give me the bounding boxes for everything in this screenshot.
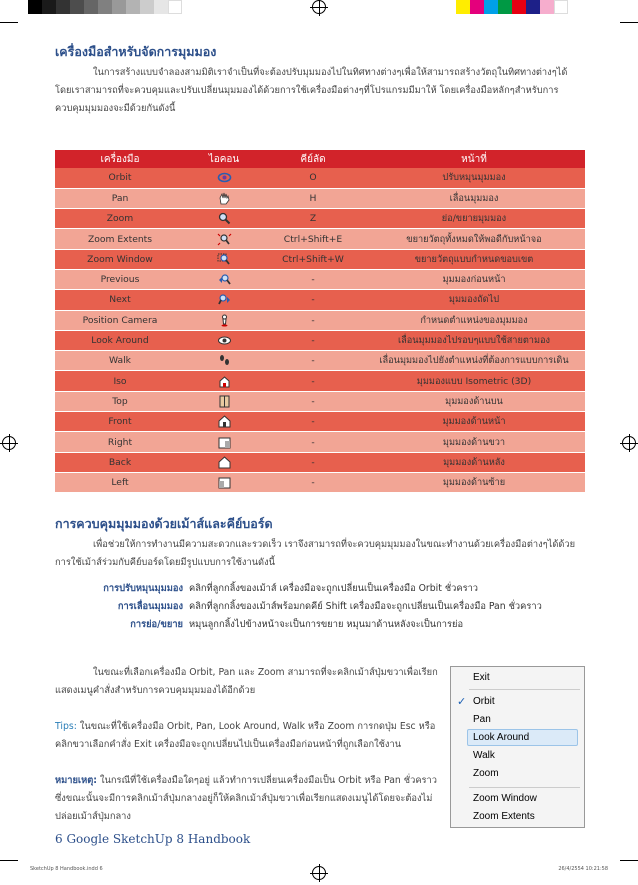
shortcut-label: การย่อ/ขยาย [130,619,183,630]
shortcut-desc: คลิกที่ลูกกลิ้งของเม้าส์พร้อมกดคีย์ Shift เครื่องมือจะถูกเปลี่ยนเป็นเครื่องมือ Pan ชั่วคราว [189,601,542,612]
zoom-icon [217,213,232,224]
color-bar [28,0,182,14]
table-row [55,269,585,289]
icon-cell [185,188,263,208]
function-cell: ขยายวัตถุแบบกำหนดขอบเขต [363,249,585,269]
icon-cell [185,209,263,229]
function-cell: มุมมองด้านหน้า [363,412,585,432]
menu-item-zoom-window[interactable]: Zoom Window [473,793,537,804]
tool-cell: Zoom [55,209,185,229]
eye-icon [217,335,232,346]
tips-paragraph [55,718,440,754]
function-cell: มุมมองด้านขวา [363,432,585,452]
icon-cell [185,269,263,289]
shortcut-cell: - [263,371,363,391]
shortcut-cell: - [263,472,363,492]
tips-text: ในขณะที่ใช้เครื่องมือ Orbit, Pan, Look Around, Walk หรือ Zoom การกดปุ่ม Esc หรือคลิกขวาเลือกคำสั่ง Exit เครื่องมือจะถูกเปลี่ยนไปเป็นเครื่องมือก่อนหน้าที่ถูกเลือกใช้งาน [55,721,436,750]
context-menu-paragraph: ในขณะที่เลือกเครื่องมือ Orbit, Pan และ Zoom สามารถที่จะคลิกเม้าส์ปุ่มขวาเพื่อเรียกแสดงเมนูคำสั่งสำหรับการควบคุมมุมมองได้อีกด้วย [55,667,438,696]
table-row [55,391,585,411]
previous-icon [217,274,232,285]
tool-cell: Position Camera [55,310,185,330]
function-cell: เลื่อนมุมมอง [363,188,585,208]
tool-cell: Zoom Extents [55,229,185,249]
shortcut-desc: หมุนลูกกลิ้งไปข้างหน้าจะเป็นการขยาย หมุนมาด้านหลังจะเป็นการย่อ [189,619,464,630]
crop-mark [620,860,638,861]
tool-cell: Walk [55,351,185,371]
position-camera-icon [217,315,232,326]
icon-cell [185,330,263,350]
tool-cell: Look Around [55,330,185,350]
left-view-icon [217,477,232,488]
shortcut-item [55,580,542,598]
iso-house-icon [217,376,232,387]
shortcut-cell: - [263,412,363,432]
function-cell: ปรับหมุนมุมมอง [363,168,585,188]
footprints-icon [217,355,232,366]
tools-table [55,150,585,493]
shortcut-cell: - [263,452,363,472]
icon-cell [185,229,263,249]
section-heading-2: การควบคุมมุมมองด้วยเม้าส์และคีย์บอร์ด [55,516,273,531]
tool-cell: Back [55,452,185,472]
menu-item-pan[interactable]: Pan [473,714,491,725]
note-paragraph [55,772,440,826]
menu-item-orbit[interactable]: Orbit [473,696,495,707]
shortcut-item [55,616,542,634]
tool-cell: Top [55,391,185,411]
tool-cell: Iso [55,371,185,391]
icon-cell [185,452,263,472]
shortcut-cell: - [263,330,363,350]
shortcut-label: การเลื่อนมุมมอง [117,601,183,612]
table-row [55,249,585,269]
table-row [55,209,585,229]
note-label: หมายเหตุ: [55,775,97,786]
shortcut-cell: - [263,391,363,411]
tool-cell: Left [55,472,185,492]
context-menu [450,666,585,828]
pan-hand-icon [217,193,232,204]
next-icon [217,294,232,305]
function-cell: มุมมองถัดไป [363,290,585,310]
table-row [55,290,585,310]
registration-mark-icon [312,866,326,880]
crop-mark [0,22,18,23]
shortcut-cell: Ctrl+Shift+E [263,229,363,249]
shortcut-cell: - [263,290,363,310]
function-cell: เลื่อนมุมมองไปยังตำแหน่งที่ต้องการแบบการเดิน [363,351,585,371]
table-row [55,472,585,492]
registration-mark-icon [622,436,636,450]
registration-mark-icon [312,0,326,14]
function-cell: มุมมองด้านบน [363,391,585,411]
tool-cell: Right [55,432,185,452]
slug-right: 26/4/2554 10:21:58 [558,866,608,872]
note-text: ในกรณีที่ใช้เครื่องมือใดๆอยู่ แล้วทำการเปลี่ยนเครื่องมือเป็น Orbit หรือ Pan ชั่วคราว ซึ่งขณะนั้นจะมีการคลิกเม้าส์ปุ่มกลางอยู่ก็ให้คลิกเม้าส์ปุ่มขวาเพื่อเรียกแสดงเมนูได้โดยจะต้องไม่ปล่อยเม้าส์ปุ่มกลาง [55,775,437,822]
icon-cell [185,310,263,330]
table-row [55,330,585,350]
crop-mark [0,860,18,861]
table-row [55,310,585,330]
menu-separator [469,787,580,788]
tips-label: Tips: [55,721,77,732]
shortcut-cell: O [263,168,363,188]
shortcut-label: การปรับหมุนมุมมอง [103,583,183,594]
icon-cell [185,351,263,371]
header-key: คีย์ลัด [263,150,363,168]
shortcut-cell: - [263,432,363,452]
icon-cell [185,432,263,452]
shortcut-item [55,598,542,616]
function-cell: ย่อ/ขยายมุมมอง [363,209,585,229]
table-row [55,351,585,371]
table-row [55,432,585,452]
right-view-icon [217,437,232,448]
function-cell: กำหนดตำแหน่งของมุมมอง [363,310,585,330]
shortcut-desc: คลิกที่ลูกกลิ้งของเม้าส์ เครื่องมือจะถูกเปลี่ยนเป็นเครื่องมือ Orbit ชั่วคราว [189,583,479,594]
table-row [55,229,585,249]
page-footer: 6 Google SketchUp 8 Handbook [55,832,251,846]
icon-cell [185,391,263,411]
icon-cell [185,412,263,432]
icon-cell [185,249,263,269]
table-row [55,188,585,208]
front-view-icon [217,416,232,427]
menu-item-zoom[interactable]: Zoom [473,768,499,779]
icon-cell [185,168,263,188]
shortcut-list [55,580,542,634]
top-view-icon [217,396,232,407]
registration-mark-icon [2,436,16,450]
table-row [55,371,585,391]
function-cell: มุมมองแบบ Isometric (3D) [363,371,585,391]
function-cell: มุมมองด้านซ้าย [363,472,585,492]
shortcut-cell: Ctrl+Shift+W [263,249,363,269]
orbit-icon [217,172,232,183]
table-row [55,452,585,472]
function-cell: มุมมองด้านหลัง [363,452,585,472]
mouse-paragraph: เพื่อช่วยให้การทำงานมีความสะดวกและรวดเร็ว เราจึงสามารถที่จะควบคุมมุมมองในขณะทำงานด้วยเครื่องมือต่างๆได้ด้วยการใช้เม้าส์ร่วมกับคีย์บอร์ดโดยมีรูปแบบการใช้งานดังนี้ [55,539,576,568]
icon-cell [185,371,263,391]
back-view-icon [217,457,232,468]
zoom-extents-icon [217,234,232,245]
tool-cell: Zoom Window [55,249,185,269]
menu-item-zoom-extents[interactable]: Zoom Extents [473,811,535,822]
header-tool: เครื่องมือ [55,150,185,168]
function-cell: มุมมองก่อนหน้า [363,269,585,289]
intro-paragraph: ในการสร้างแบบจำลองสามมิติเราจำเป็นที่จะต้องปรับมุมมองไปในทิศทางต่างๆเพื่อให้สามารถสร้างวัตถุในทิศทางต่างๆได้ โดยเราสามารถที่จะควบคุมและปรับเปลี่ยนมุมมองได้ด้วยการใช้เครื่องมือต่างๆที่โปรแกรมมีมาให้ โดยเครื่องมือหลักๆสำหรับการควบคุมมุมมองจะมีด้วยกันดังนี้ [55,67,568,114]
menu-item-walk[interactable]: Walk [473,750,495,761]
table-row [55,412,585,432]
shortcut-cell: - [263,310,363,330]
tool-cell: Front [55,412,185,432]
table-row [55,168,585,188]
function-cell: ขยายวัตถุทั้งหมดให้พอดีกับหน้าจอ [363,229,585,249]
check-icon: ✓ [457,696,467,708]
tool-cell: Pan [55,188,185,208]
shortcut-cell: - [263,269,363,289]
tool-cell: Previous [55,269,185,289]
shortcut-cell: - [263,351,363,371]
section-heading: เครื่องมือสำหรับจัดการมุมมอง [55,44,217,59]
shortcut-cell: Z [263,209,363,229]
menu-separator [469,689,580,690]
menu-item-look-around[interactable]: Look Around [473,732,530,743]
function-cell: เลื่อนมุมมองไปรอบๆแบบใช้สายตามอง [363,330,585,350]
tool-cell: Next [55,290,185,310]
slug-left: SketchUp 8 Handbook.indd 6 [30,866,103,872]
icon-cell [185,472,263,492]
color-bar-cmyk [456,0,568,14]
tool-cell: Orbit [55,168,185,188]
crop-mark [620,22,638,23]
header-icon: ไอคอน [185,150,263,168]
header-function: หน้าที่ [363,150,585,168]
menu-item-exit[interactable]: Exit [473,672,490,683]
shortcut-cell: H [263,188,363,208]
icon-cell [185,290,263,310]
table-header-row [55,150,585,168]
zoom-window-icon [217,254,232,265]
